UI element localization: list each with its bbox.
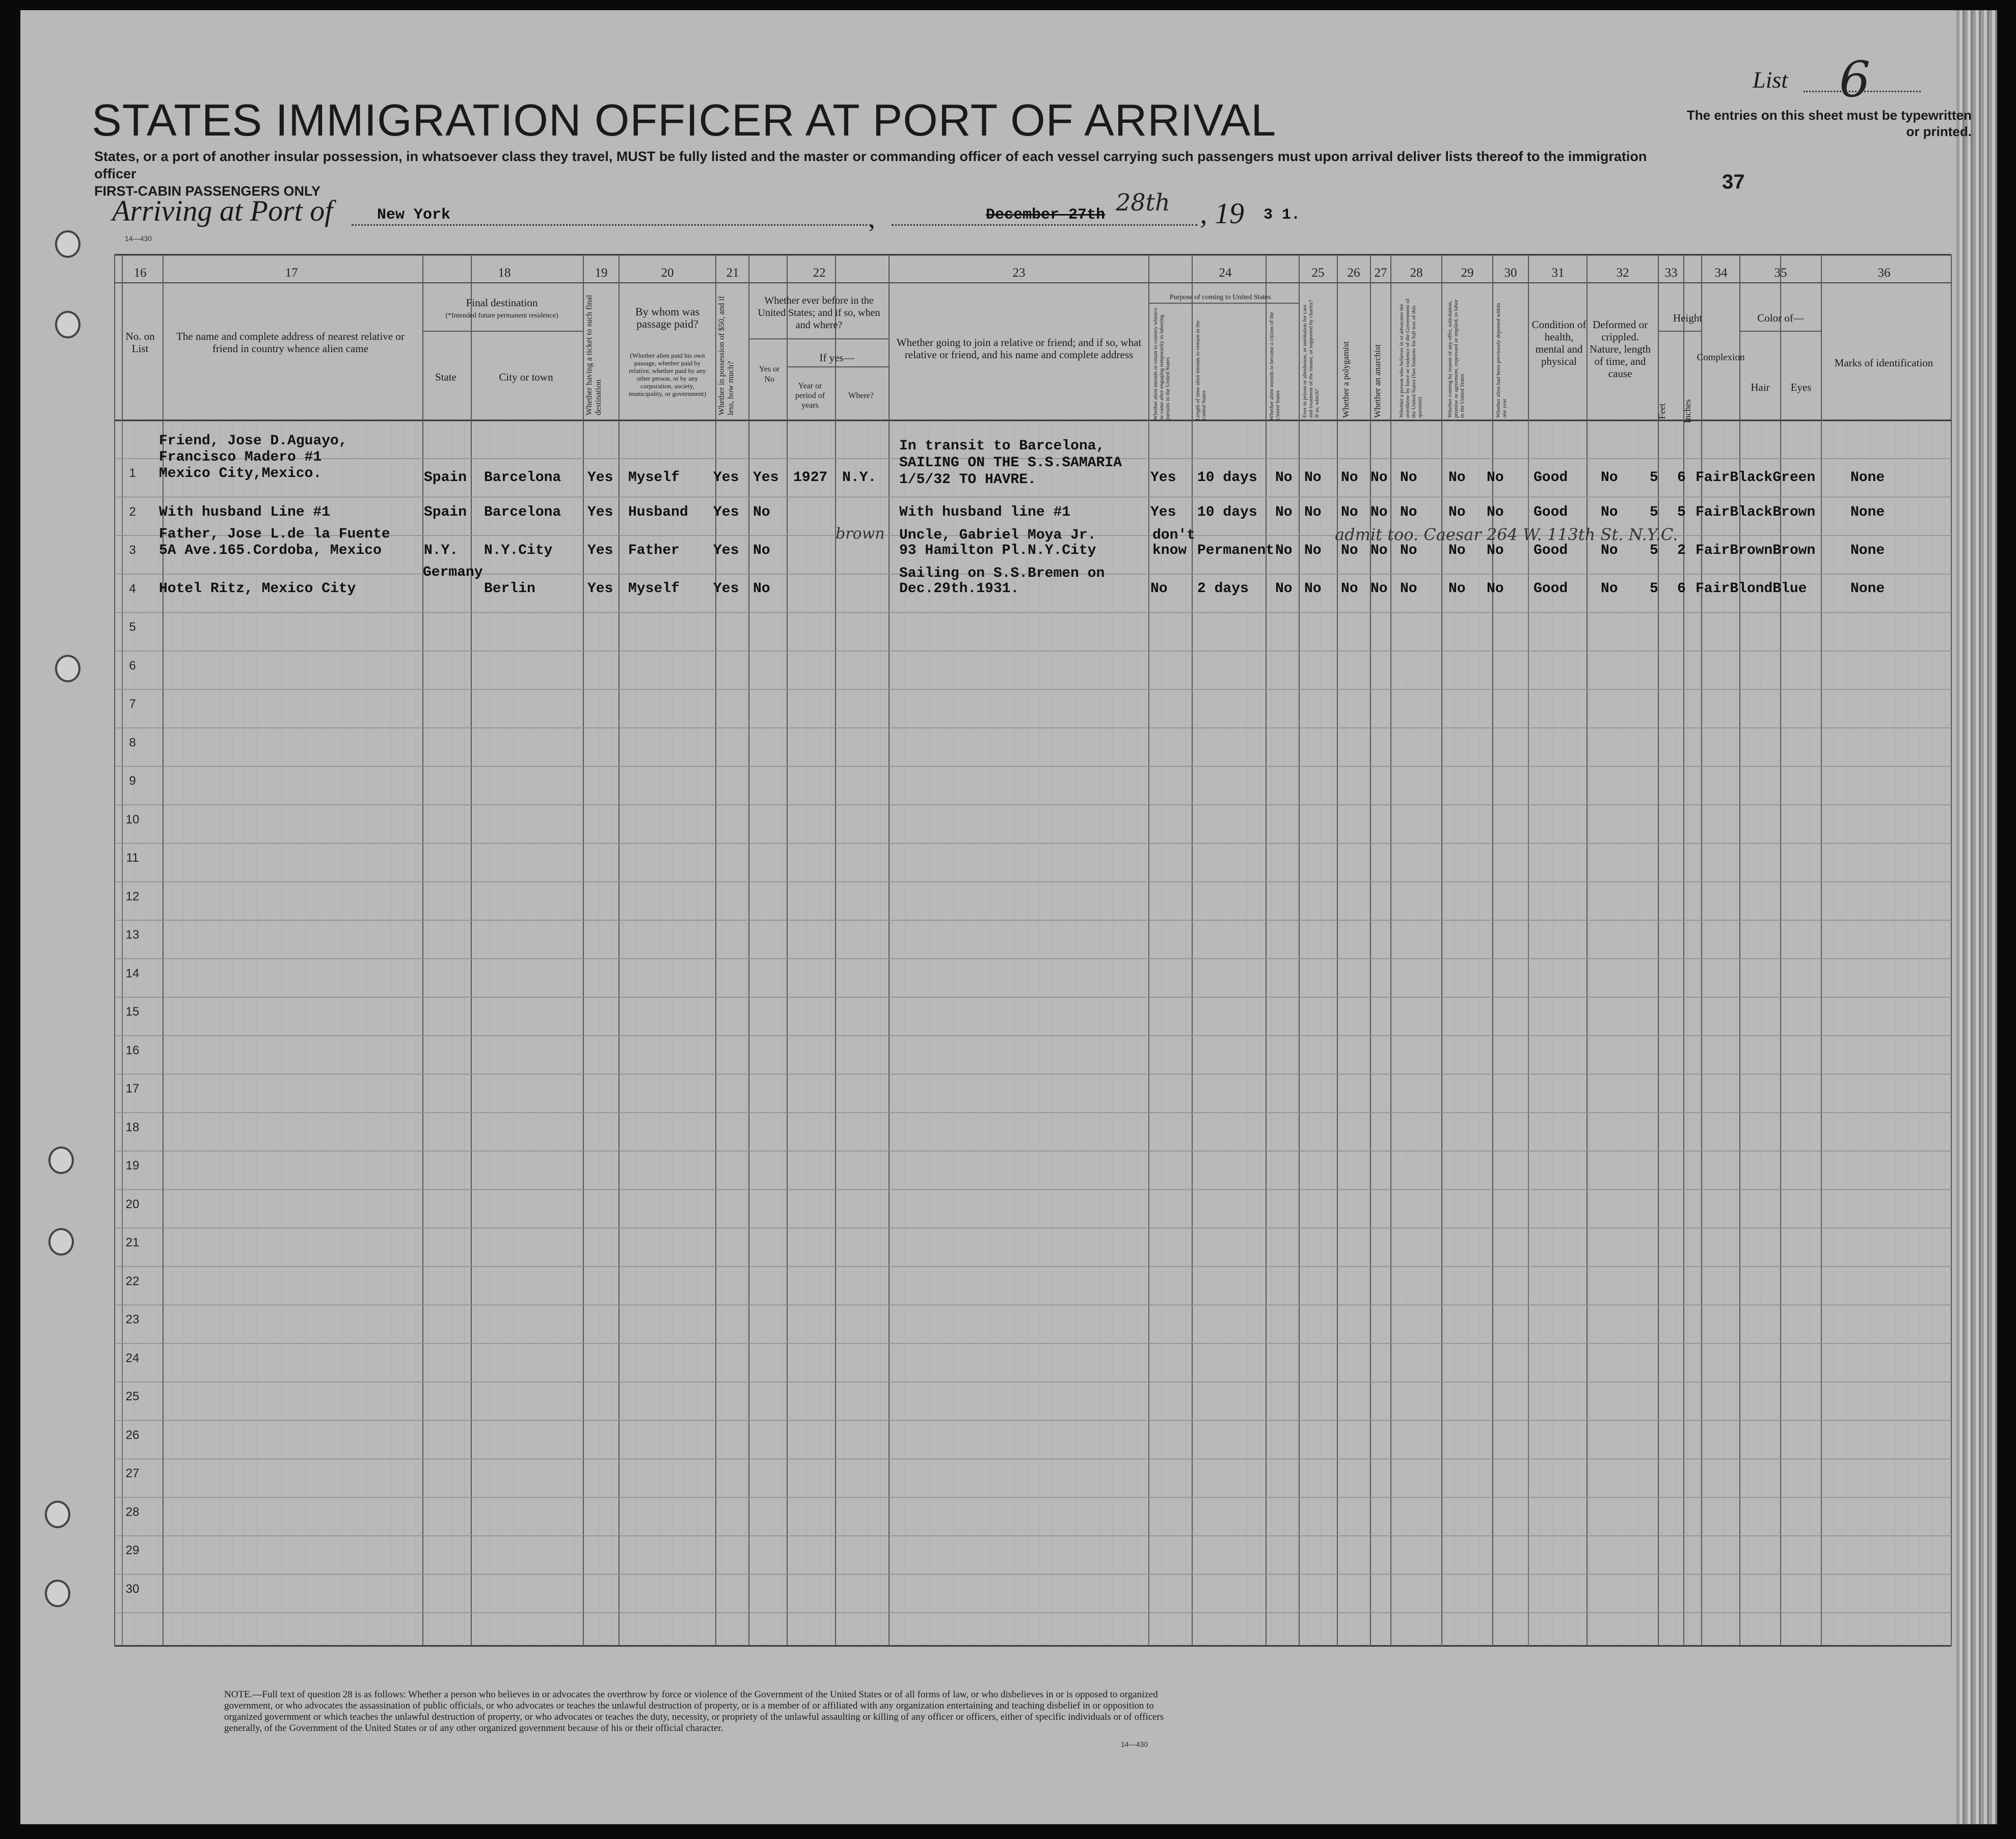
list-number: 6: [1839, 51, 1871, 108]
deformed-value: No: [1601, 504, 1618, 520]
header-purpose-length: Length of time alien intends to remain in the United States: [1195, 320, 1207, 420]
binder-hole: [55, 311, 80, 338]
row-number: 4: [129, 581, 136, 596]
header-polygamist: Whether a polygamist: [1341, 341, 1351, 418]
height-inches-value: 5: [1677, 504, 1686, 520]
typewritten-note: The entries on this sheet must be typewritten or printed.: [1686, 108, 1972, 139]
deformed-value: No: [1601, 581, 1618, 597]
ticket-value: Yes: [587, 543, 613, 558]
date-line: [892, 224, 1197, 226]
length-of-stay-value: 10 days: [1197, 504, 1257, 520]
column-number: 28: [1410, 266, 1423, 280]
prison-value: No: [1304, 504, 1322, 520]
row-number: 15: [125, 1005, 140, 1019]
passage-paid-value: Father: [628, 543, 680, 558]
list-line: [1804, 91, 1921, 92]
deported-value: No: [1487, 581, 1504, 597]
join-relative-line: SAILING ON THE S.S.SAMARIA: [899, 455, 1122, 471]
header-city: City or town: [499, 371, 553, 383]
header-deported: Whether alien had been previously deported within one year: [1495, 303, 1508, 418]
where-value: N.Y.: [842, 470, 877, 486]
state-value: Germany: [423, 565, 483, 580]
header-final-destination-note: (*Intended future permanent residence): [445, 312, 558, 319]
deported-value: No: [1487, 504, 1504, 520]
header-year-period: Year or period of years: [795, 382, 825, 410]
header-possession-50: Whether in possession of $50, and if less, how much?: [717, 296, 735, 415]
complexion-hair-eyes-value: FairBlackGreen: [1696, 470, 1816, 486]
footnote-form-code: 14—430: [1121, 1740, 1148, 1748]
join-relative-line: In transit to Barcelona,: [899, 438, 1105, 454]
intends-return-value: don't: [1152, 527, 1196, 543]
header-join-relative: Whether going to join a relative or friend; and if so, what relative or friend, and his name and complete address: [896, 336, 1142, 361]
year-prefix: , 19: [1200, 197, 1244, 230]
header-prison: Ever in prison or almshouse, or institution for care and treatment of the insane, or supported by charity? If so, which?: [1302, 300, 1320, 418]
row-number: 18: [125, 1120, 140, 1134]
row-number: 21: [125, 1236, 140, 1249]
year-value: 1927: [793, 470, 828, 486]
header-purpose-citizen: Whether alien intends to become a citizen of the United States: [1269, 312, 1281, 420]
citizen-value: No: [1275, 504, 1293, 520]
header-ever-before: Whether ever before in the United States; and if so, when and where?: [758, 295, 880, 331]
page-subtitle: [94, 148, 1674, 200]
possession-50-value: Yes: [713, 470, 739, 486]
header-state: State: [435, 371, 456, 383]
header-anarchist: Whether an anarchist: [1373, 344, 1382, 418]
ever-before-value: No: [753, 581, 770, 597]
column-number: 18: [498, 266, 511, 280]
header-health: Condition of health, mental and physical: [1531, 318, 1587, 367]
row-number: 14: [125, 966, 140, 980]
state-value: N.Y.: [424, 543, 459, 558]
row-number: 24: [125, 1351, 140, 1365]
column-number: 25: [1311, 266, 1325, 280]
column-number: 33: [1664, 266, 1678, 280]
column-number: 19: [595, 266, 608, 280]
passage-paid-value: Myself: [628, 581, 680, 597]
header-passage-paid: By whom was passage paid?: [635, 305, 700, 330]
column-number: 22: [813, 266, 826, 280]
column-number: 30: [1504, 266, 1517, 280]
row-number: 11: [126, 851, 139, 865]
height-inches-value: 6: [1677, 470, 1686, 486]
join-relative-line: Dec.29th.1931.: [899, 581, 1019, 597]
join-relative-line: 93 Hamilton Pl.N.Y.City: [899, 543, 1096, 558]
marks-value: None: [1850, 504, 1885, 520]
row-number: 23: [125, 1313, 140, 1326]
health-value: Good: [1534, 543, 1568, 558]
header-eyes: Eyes: [1790, 381, 1812, 393]
prison-value: No: [1304, 543, 1322, 558]
header-hair: Hair: [1751, 381, 1770, 393]
row-number: 10: [125, 812, 140, 827]
row-number: 6: [129, 658, 136, 673]
date-hand: 28th: [1116, 189, 1170, 216]
header-height: Height: [1673, 312, 1703, 324]
subtitle-first-cabin: FIRST-CABIN PASSENGERS ONLY: [94, 183, 321, 199]
join-relative-line: Sailing on S.S.Bremen on: [899, 566, 1105, 581]
ever-before-value: No: [753, 504, 770, 520]
anarchist-value: No: [1370, 504, 1388, 520]
city-value: Barcelona: [484, 504, 561, 520]
page-number: 37: [1722, 171, 1745, 193]
column-number: 34: [1714, 266, 1728, 280]
length-of-stay-value: Permanent: [1197, 543, 1275, 558]
header-relative-address: The name and complete address of nearest relative or friend in country whence alien came: [176, 330, 405, 355]
relative-address-line: Francisco Madero #1: [159, 449, 322, 465]
polygamist-value: No: [1341, 543, 1358, 558]
citizen-value: No: [1275, 581, 1293, 597]
header-overthrow: Whether a person who believes in or advocates the overthrow by force or violence of the Government of the United States (See footnote for full text of this question): [1399, 299, 1423, 418]
header-deformed: Deformed or crippled. Nature, length of time, and cause: [1589, 318, 1651, 380]
passage-paid-value: Husband: [628, 504, 688, 520]
prison-value: No: [1304, 470, 1322, 486]
height-feet-value: 5: [1650, 581, 1658, 597]
height-inches-value: 2: [1677, 543, 1686, 558]
row-number: 25: [125, 1390, 140, 1403]
ticket-value: Yes: [587, 504, 613, 520]
offer-value: No: [1448, 470, 1466, 486]
column-number: 16: [133, 266, 147, 280]
complexion-hair-eyes-value: FairBrownBrown: [1696, 543, 1816, 558]
join-relative-line: Uncle, Gabriel Moya Jr.: [899, 527, 1096, 543]
column-number: 32: [1616, 266, 1629, 280]
intends-return-value: No: [1150, 581, 1168, 597]
column-number: 27: [1374, 266, 1387, 280]
date-typed: December 27th: [986, 206, 1106, 224]
header-purpose: Purpose of coming to United States: [1169, 294, 1271, 301]
header-final-destination: Final destination: [466, 297, 538, 309]
health-value: Good: [1534, 470, 1568, 486]
row-number: 1: [129, 466, 136, 480]
polygamist-value: No: [1341, 470, 1358, 486]
relative-address-line: With husband Line #1: [159, 504, 331, 520]
polygamist-value: No: [1341, 504, 1358, 520]
row-number: 7: [129, 697, 136, 711]
header-complexion: Complexion: [1697, 352, 1745, 363]
header-if-yes: If yes—: [819, 352, 854, 364]
row-number: 22: [125, 1274, 140, 1288]
footnote: NOTE.—Full text of question 28 is as follows: Whether a person who believes in or advocates the overthrow by force or violence of the Government of the United States or of all forms of law, or who disbelieves in or is opposed to organized government, or who advocates the assassination of public officials, or who advocates or teaches the unlawful destruction of property, or is a member of or affiliated with any organization entertaining and teaching disbelief in or opposition to organized government or which teaches the unlawful destruction of property, or who advocates or teaches the duty, necessity, or propriety of the unlawful assaulting or killing of any officer or officers, either of specific individuals or of officers generally, of the Government of the United States or of any other organized government because of his or their official character.: [224, 1689, 1164, 1734]
header-passage-note: (Whether alien paid his own passage, whether paid by relative, whether paid by any other person, or by any corporation, society, municipality, or government): [629, 352, 706, 397]
row-number: 16: [125, 1043, 140, 1057]
subtitle-text: States, or a port of another insular possession, in whatsoever class they travel, MUST be fully listed and the master or commanding officer of each vessel carrying such passengers must upon arrival deliver lists thereof to the immigration officer: [94, 149, 1647, 181]
form-code: 14—430: [125, 234, 152, 243]
header-inches: Inches: [1682, 399, 1692, 423]
row-number: 26: [125, 1428, 140, 1442]
year-suffix: 3 1.: [1264, 206, 1301, 224]
header-yes-or-no: Yes or No: [759, 365, 780, 384]
header-marks: Marks of identification: [1834, 357, 1933, 369]
ticket-value: Yes: [587, 581, 613, 597]
port-line: [352, 224, 871, 226]
offer-value: No: [1448, 504, 1466, 520]
row-number: 17: [125, 1082, 140, 1096]
column-number: 36: [1877, 266, 1891, 280]
relative-address-line: Hotel Ritz, Mexico City: [159, 581, 356, 597]
overthrow-value: No: [1400, 504, 1417, 520]
row-number: 3: [129, 543, 136, 557]
complexion-hair-eyes-value: FairBlondBlue: [1696, 581, 1807, 597]
citizen-value: No: [1275, 543, 1293, 558]
column-number: 26: [1347, 266, 1360, 280]
possession-50-value: Yes: [713, 504, 739, 520]
list-label: List: [1753, 67, 1788, 93]
row-number: 13: [125, 928, 140, 942]
deformed-value: No: [1601, 543, 1618, 558]
binder-hole: [48, 1228, 74, 1256]
page-title: STATES IMMIGRATION OFFICER AT PORT OF ARRIVAL: [92, 95, 1277, 145]
row-number: 28: [125, 1505, 140, 1519]
binder-hole: [45, 1580, 70, 1607]
possession-50-value: Yes: [713, 581, 739, 597]
length-of-stay-value: 2 days: [1197, 581, 1249, 597]
row-number: 27: [125, 1467, 140, 1480]
header-where: Where?: [848, 391, 874, 400]
row-number: 29: [125, 1543, 140, 1557]
deported-value: No: [1487, 543, 1504, 558]
length-of-stay-value: 10 days: [1197, 470, 1257, 486]
row-number: 8: [129, 735, 136, 750]
anarchist-value: No: [1370, 543, 1388, 558]
possession-50-value: Yes: [713, 543, 739, 558]
state-value: Spain: [424, 504, 467, 520]
header-ticket: Whether having a ticket to such final destination: [585, 295, 603, 415]
citizen-value: No: [1275, 470, 1293, 486]
annotation-admit: admit too. Caesar 264 W. 113th St. N.Y.C.: [1335, 525, 1678, 544]
offer-value: No: [1448, 543, 1466, 558]
health-value: Good: [1534, 504, 1568, 520]
column-number: 24: [1219, 266, 1232, 280]
city-value: N.Y.City: [484, 543, 553, 558]
state-value: Spain: [424, 470, 467, 486]
row-number: 19: [125, 1159, 140, 1172]
row-number: 9: [129, 774, 136, 788]
header-feet: Feet: [1657, 403, 1667, 419]
height-feet-value: 5: [1650, 543, 1658, 558]
city-value: Barcelona: [484, 470, 561, 486]
complexion-hair-eyes-value: FairBlackBrown: [1696, 504, 1816, 520]
relative-address-line: 5A Ave.165.Cordoba, Mexico: [159, 543, 382, 558]
marks-value: None: [1850, 470, 1885, 486]
column-number: 20: [661, 266, 674, 280]
annotation-brown: brown: [836, 525, 885, 543]
row-number: 12: [125, 889, 140, 903]
row-number: 5: [129, 620, 136, 634]
polygamist-value: No: [1341, 581, 1358, 597]
anarchist-value: No: [1370, 470, 1388, 486]
prison-value: No: [1304, 581, 1322, 597]
marks-value: None: [1850, 581, 1885, 597]
comma: ,: [869, 204, 875, 233]
overthrow-value: No: [1400, 470, 1417, 486]
passage-paid-value: Myself: [628, 470, 680, 486]
binder-hole: [55, 230, 80, 258]
column-number: 31: [1551, 266, 1565, 280]
row-number: 2: [129, 504, 136, 519]
deported-value: No: [1487, 470, 1504, 486]
height-feet-value: 5: [1650, 504, 1658, 520]
intends-return-value: know: [1152, 543, 1187, 558]
ticket-value: Yes: [587, 470, 613, 486]
header-no-on-list: No. on List: [125, 330, 155, 355]
column-number: 35: [1774, 266, 1787, 280]
header-color-of: Color of—: [1757, 312, 1804, 324]
join-relative-line: 1/5/32 TO HAVRE.: [899, 472, 1036, 488]
row-number: 20: [125, 1197, 140, 1211]
anarchist-value: No: [1370, 581, 1388, 597]
height-feet-value: 5: [1650, 470, 1658, 486]
port-value: New York: [377, 206, 451, 224]
column-number: 29: [1461, 266, 1474, 280]
join-relative-line: With husband line #1: [899, 504, 1071, 520]
health-value: Good: [1534, 581, 1568, 597]
binder-hole: [45, 1501, 70, 1528]
column-number: 23: [1012, 266, 1026, 280]
offer-value: No: [1448, 581, 1466, 597]
column-number: 21: [726, 266, 739, 280]
ever-before-value: No: [753, 543, 770, 558]
city-value: Berlin: [484, 581, 535, 597]
overthrow-value: No: [1400, 543, 1417, 558]
marks-value: None: [1850, 543, 1885, 558]
header-purpose-return: Whether alien intends to return to country whence he came after engaging temporarily in laboring pursuits in the United States: [1152, 308, 1171, 420]
relative-address-line: Mexico City,Mexico.: [159, 466, 322, 482]
intends-return-value: Yes: [1150, 470, 1176, 486]
deformed-value: No: [1601, 470, 1618, 486]
binder-hole: [55, 655, 80, 682]
ever-before-value: Yes: [753, 470, 779, 486]
binder-hole: [48, 1147, 74, 1174]
column-number: 17: [285, 266, 298, 280]
header-offer: Whether coming by reason of any offer, solicitation, promise or agreement, expressed or implied, to labor in the United States: [1447, 299, 1465, 418]
arriving-label: Arriving at Port of: [112, 194, 333, 227]
relative-address-line: Friend, Jose D.Aguayo,: [159, 433, 347, 449]
row-number: 30: [125, 1582, 140, 1596]
overthrow-value: No: [1400, 581, 1417, 597]
intends-return-value: Yes: [1150, 504, 1176, 520]
height-inches-value: 6: [1677, 581, 1686, 597]
relative-address-line: Father, Jose L.de la Fuente: [159, 526, 390, 542]
